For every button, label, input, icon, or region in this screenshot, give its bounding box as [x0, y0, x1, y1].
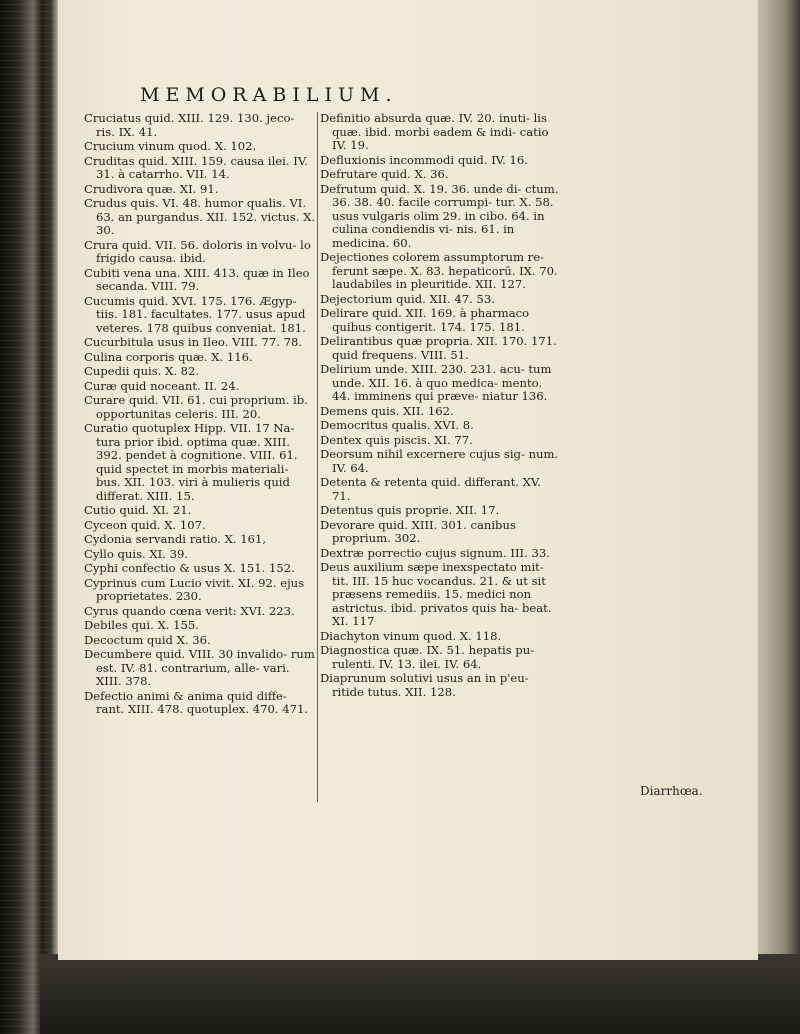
index-entry: Cyrus quando cœna verit: XVI. 223.	[84, 603, 295, 618]
book-bottom-shadow	[40, 954, 800, 1034]
index-entry: Demens quis. XII. 162.	[320, 403, 454, 418]
index-entry: Crura quid. VII. 56. doloris in volvu- lo frigido causa. ibid.	[84, 237, 311, 265]
index-entry: Cubiti vena una. XIII. 413. quæ in Ileo secanda. VIII. 79.	[84, 265, 310, 293]
index-entry: Diachyton vinum quod. X. 118.	[320, 628, 502, 643]
index-entry: Crucium vinum quod. X. 102.	[84, 139, 257, 153]
index-column-right	[320, 112, 560, 700]
index-entry: Deorsum nihil excernere cujus sig- num. IV. 64.	[320, 447, 559, 475]
index-entry: Detenta & retenta quid. differant. XV. 71.	[320, 475, 541, 503]
index-entry: Cruditas quid. XIII. 159. causa ilei. IV. 31. à catarrho. VII. 14.	[84, 153, 308, 181]
index-entry: Crudus quis. VI. 48. humor qualis. VI. 63. an purgandus. XII. 152. victus. X. 30.	[84, 196, 316, 237]
index-entry: Definitio absurda quæ. IV. 20. inuti- lis quæ. ibid. morbi eadem & indi- catio IV. 19.	[320, 111, 549, 152]
index-entry: Deus auxilium sæpe inexspectato mit- tit. III. 15 huc vocandus. 21. & ut sit præsens remediis. 15. medici non astrictus. ibid. privatos quis ha- beat. XI. 117	[320, 560, 552, 628]
index-entry: Cutio quid. XI. 21.	[84, 503, 192, 517]
index-entry: Democritus qualis. XVI. 8.	[320, 418, 474, 432]
index-entry: Devorare quid. XIII. 301. canibus proprium. 302.	[320, 517, 516, 545]
index-entry: Cucurbitula usus in Ileo. VIII. 77. 78.	[84, 335, 303, 349]
index-entry: Delirium unde. XIII. 230. 231. acu- tum unde. XII. 16. à quo medica- mento. 44. imminens qui præve- niatur 136.	[320, 362, 552, 403]
index-entry: Cydonia servandi ratio. X. 161,	[84, 532, 267, 546]
index-entry: Dejectiones colorem assumptorum re- ferunt sæpe. X. 83. hepaticorū. IX. 70. laudabiles in pleuritide. XII. 127.	[320, 250, 558, 291]
index-entry: Cucumis quid. XVI. 175. 176. Ægyp- tiis. 181. facultates. 177. usus apud veteres. 178 quibus conveniat. 181.	[84, 293, 306, 335]
index-entry: Culina corporis quæ. X. 116.	[84, 349, 253, 364]
spine-texture	[0, 0, 60, 1034]
index-entry: Delirantibus quæ propria. XII. 170. 171. quid frequens. VIII. 51.	[320, 334, 557, 362]
index-entry: Dextræ porrectio cujus signum. III. 33.	[320, 545, 550, 560]
index-entry: Diaprunum solutivi usus an in p'eu- ritide tutus. XII. 128.	[320, 671, 529, 699]
index-entry: Dejectorium quid. XII. 47. 53.	[320, 291, 495, 306]
index-entry: Cyceon quid. X. 107.	[84, 517, 206, 532]
index-entry: Decoctum quid X. 36.	[84, 632, 211, 647]
index-entry: Curatio quotuplex Hipp. VII. 17 Na- tura prior ibid. optima quæ. XIII. 392. pendet à cognitione. VIII. 61. quid spectet in morbis materiali- bus. XII. 103. viri à mulieris quid differat. XIII. 15.	[84, 421, 298, 503]
index-entry: Debiles qui. X. 155.	[84, 618, 199, 632]
index-entry: Cupedii quis. X. 82.	[84, 364, 200, 378]
index-entry: Defrutare quid. X. 36.	[320, 167, 449, 181]
index-column-left	[84, 112, 316, 718]
index-entry: Dentex quis piscis. XI. 77.	[320, 432, 473, 447]
page-header: MEMORABILIUM.	[140, 84, 398, 106]
index-entry: Defectio animi & anima quid diffe- rant. XIII. 478. quotuplex. 470. 471.	[84, 688, 309, 716]
column-divider	[317, 112, 318, 802]
index-entry: Curæ quid noceant. II. 24.	[84, 378, 240, 393]
index-entry: Detentus quis proprie. XII. 17.	[320, 503, 500, 517]
index-entry: Decumbere quid. VIII. 30 invalido- rum est. IV. 81. contrarium, alle- vari. XIII. 378.	[84, 647, 315, 688]
index-entry: Cruciatus quid. XIII. 129. 130. jeco- ris. IX. 41.	[84, 111, 295, 139]
index-entry: Defrutum quid. X. 19. 36. unde di- ctum. 36. 38. 40. facile corrumpi- tur. X. 58. usus vulgaris olim 29. in cibo. 64. in culina condiendis vi- nis. 61. in medicina. 60.	[320, 181, 559, 250]
index-entry: Cyllo quis. XI. 39.	[84, 546, 189, 561]
index-entry: Delirare quid. XII. 169. à pharmaco quibus contigerit. 174. 175. 181.	[320, 306, 530, 334]
index-entry: Cyphi confectio & usus X. 151. 152.	[84, 561, 295, 575]
index-entry: Cyprinus cum Lucio vivit. XI. 92. ejus proprietates. 230.	[84, 575, 305, 603]
index-entry: Diagnostica quæ. IX. 51. hepatis pu- rulenti. IV. 13. ilei. IV. 64.	[320, 643, 535, 671]
catchword: Diarrhœa.	[640, 784, 703, 798]
index-entry: Defluxionis incommodi quid. IV. 16.	[320, 152, 528, 167]
index-entry: Curare quid. VII. 61. cui proprium. ib. opportunitas celeris. III. 20.	[84, 393, 308, 421]
index-entry: Crudivora quæ. XI. 91.	[84, 181, 219, 196]
